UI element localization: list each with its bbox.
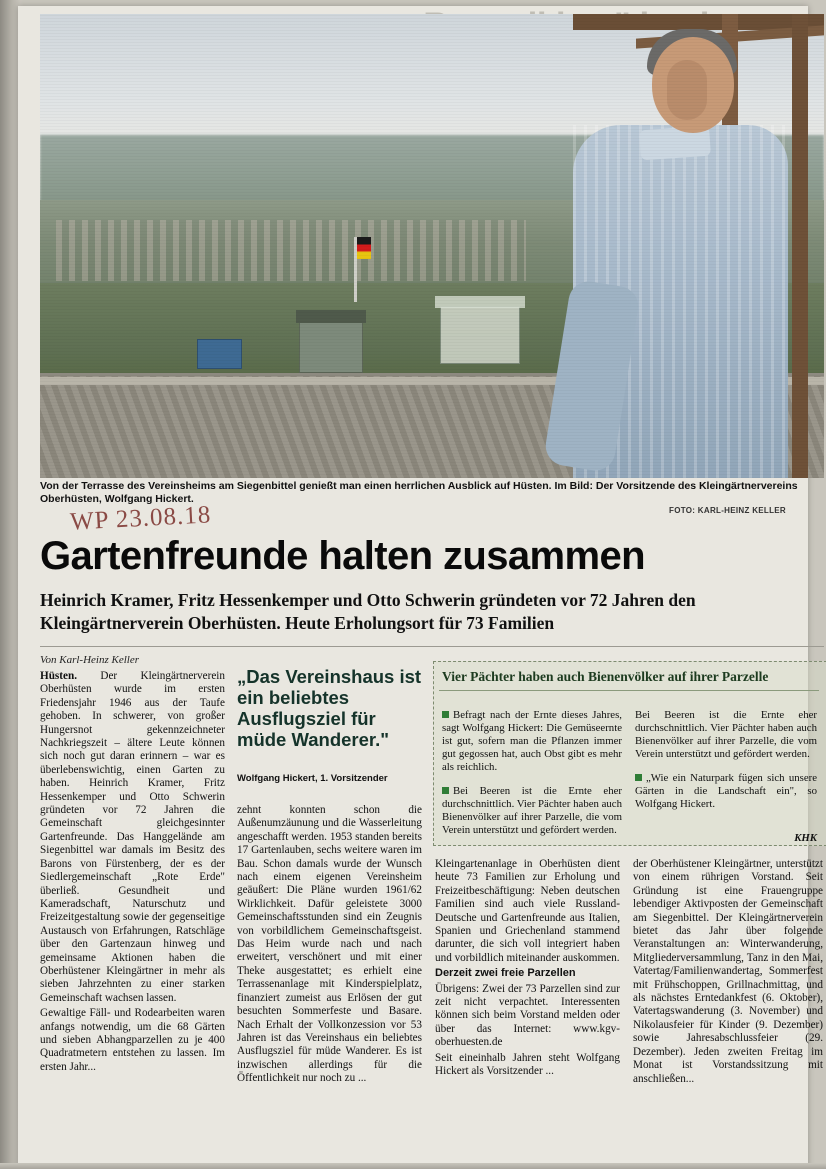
info-box-column-right [635,698,817,856]
photo-blue-shed [197,339,242,369]
info-box-column-left [442,698,622,847]
divider-rule [40,646,824,647]
article-subheadline: Heinrich Kramer, Fritz Hessenkemper und Otto Schwerin gründeten vor 72 Jahren den Kleingärtnerverein Oberhüsten. Heute Erholungsort für 73 Familien [40,590,696,633]
pull-quote-attribution: Wolfgang Hickert, 1. Vorsitzender [237,773,388,784]
body-column-1 [40,670,225,1074]
info-box-item: Bei Beeren ist die Ernte eher durchschnittlich. Vier Pächter haben auch Bienenvölker auf ihrer Parzelle, die vom Verein unterstützt und gefördert werden. [442,784,622,836]
paragraph: der Oberhüstener Kleingärtner, unterstützt von einem rührigen Vorstand. Seit Gründung ist eine Frauengruppe lebendiger Aktivposten der Gemeinschaft am Siegenbittel. Der Kleingärtnerverein bietet das Jahr über folgende Veranstaltungen an: Winterwanderung, Mitgliederversammlung, Tanz in den Mai, Vatertag/Familienwandertag, Sommerfest mit Frühschoppen, Grillnachmittag, und als nächstes Erntedankfest (6. Oktober), Vatertagswanderung (3. November) und Nikolausfeier für Kinder (9. Dezember) sowie Jahresabschlussfeier (29. Dezember). Jeden zweiten Freitag im Monat ist Vorstandssitzung mit anschließen... [633,858,823,1085]
info-box-rule [439,690,819,691]
photo-wooden-post-2 [792,14,808,478]
photo-garden-shed [299,320,364,373]
handwritten-date-annotation: WP 23.08.18 [69,501,212,536]
article-byline: Von Karl-Heinz Keller [40,654,139,666]
scan-edge-left [0,0,20,1169]
article-photo [40,14,824,478]
paragraph: Seit eineinhalb Jahren steht Wolfgang Hickert als Vorsitzender ... [435,1051,620,1078]
info-box-title: Vier Pächter haben auch Bienenvölker auf ihrer Parzelle [442,669,769,684]
photo-greenhouse [440,306,520,364]
photo-credit: FOTO: KARL-HEINZ KELLER [669,506,786,515]
paper-sheet [18,6,823,1169]
page-title: Gartenfreunde halten zusammen [40,534,645,578]
info-box-item-continued: Bei Beeren ist die Ernte eher durchschnittlich. Vier Pächter haben auch Bienenvölker auf ihrer Parzelle, die vom Verein unterstützt und gefördert werden. [635,708,817,760]
photo-caption: Von der Terrasse des Vereinsheims am Siegenbittel genießt man einen herrlichen Ausblick auf Hüsten. Im Bild: Der Vorsitzende des Kleingärtnervereins Oberhüsten, Wolfgang Hickert. [40,480,798,505]
body-column-4 [633,858,823,1086]
paragraph: Kleingartenanlage in Oberhüsten dient heute 73 Familien zur Erholung und Freizeitbeschäftigung: Neben deutschen Familien sind auch viele Russland-Deutsche und Gartenfreunde aus Italien, Spanien und Griechenland stammend darunter, die sich voll integriert haben und vorbildlich miteinander auskommen. [435,858,620,964]
body-column-2 [237,804,422,1086]
info-box-item: „Wie ein Naturpark fügen sich unsere Gärten in die Landschaft ein", so Wolfgang Hickert. [635,771,817,810]
paragraph: Gewaltige Fäll- und Rodearbeiten waren anfangs notwendig, um die 68 Gärten und sieben Abhangparzellen zu je 400 Quadratmetern entstehen zu lassen. Im ersten Jahr... [40,1007,225,1073]
paragraph: Übrigens: Zwei der 73 Parzellen sind zur zeit nicht verpachtet. Interessenten können sich beim Vorstand melden oder über das Internet: www.kgv-oberhuesten.de [435,982,620,1049]
section-heading: Derzeit zwei freie Parzellen [435,967,576,980]
photo-man-face-shadow [667,60,707,120]
body-column-3 [435,858,620,1079]
photo-german-flag [354,237,357,302]
pull-quote: „Das Vereinshaus ist ein beliebtes Ausflugsziel für müde Wanderer." [237,666,422,750]
scan-edge-bottom [0,1163,826,1169]
paragraph: Hüsten. Der Kleingärtnerverein Oberhüsten wurde im ersten Friedensjahr 1946 aus der Taufe gehoben. In schwerer, von großer Hungersnot gekennzeichneter Nachkriegszeit – ältere Leute können sich noch gut daran erinnern – war es überlebenswichtig, einen Garten zu haben. Heinrich Kramer, Fritz Hessenkemper und Otto Schwerin gründeten vor 72 Jahren die Gemeinschaft gleichgesinnter Gartenfreunde. Das Hanggelände am Siegenbittel war damals im Besitz des Barons von Fürstenberg, der es der Siedlergemeinschaft „Rote Erde" überließ. Gesundheit und Kameradschaft, Naturschutz und Freizeitgestaltung sowie der gegenseitige Austausch von Erfahrungen, Ratschläge über den Gartenzaun hinweg und gemeinsame Aktionen haben die Oberhüstener Kleingärtner in mehr als sieben Jahrzehnten zu einer starken Gemeinschaft wachsen lassen. [40,670,225,1004]
info-box-item: Befragt nach der Ernte dieses Jahres, sagt Wolfgang Hickert: Die Gemüseernte ist gut, sofern man die Pflanzen immer gut gegossen hat, auch Obst gibt es mehr als reichlich. [442,708,622,773]
paragraph: zehnt konnten schon die Außenumzäunung und die Wasserleitung angeschafft werden. 1953 standen bereits 17 Gartenlauben, sechs weitere waren im Bau. Schon damals wurde der Wunsch nach einem eigenen Vereinsheim geäußert: Die Pläne wurden 1961/62 Wirklichkeit. Dafür geleistete 3000 Gemeinschaftsstunden sind ein Zeugnis von vorbildlichem Gemeinschaftsgeist. Das Heim wurde nach und nach erweitert, verschönert und mit einer Theke ausgestattet; es erhielt eine Terrassenanlage mit Kinderspielplatz, finanziert zumeist aus Erlösen der gut besuchten Sommerfeste und Basare. Nach Erhalt der Vollkonzession vor 53 Jahren ist das Vereinshaus ein beliebtes Ausflugsziel für müde Wanderer. Es ist inzwischen allerdings für die Öffentlichkeit nur noch zu ... [237,804,422,1085]
info-box-signature: KHK [794,832,817,845]
